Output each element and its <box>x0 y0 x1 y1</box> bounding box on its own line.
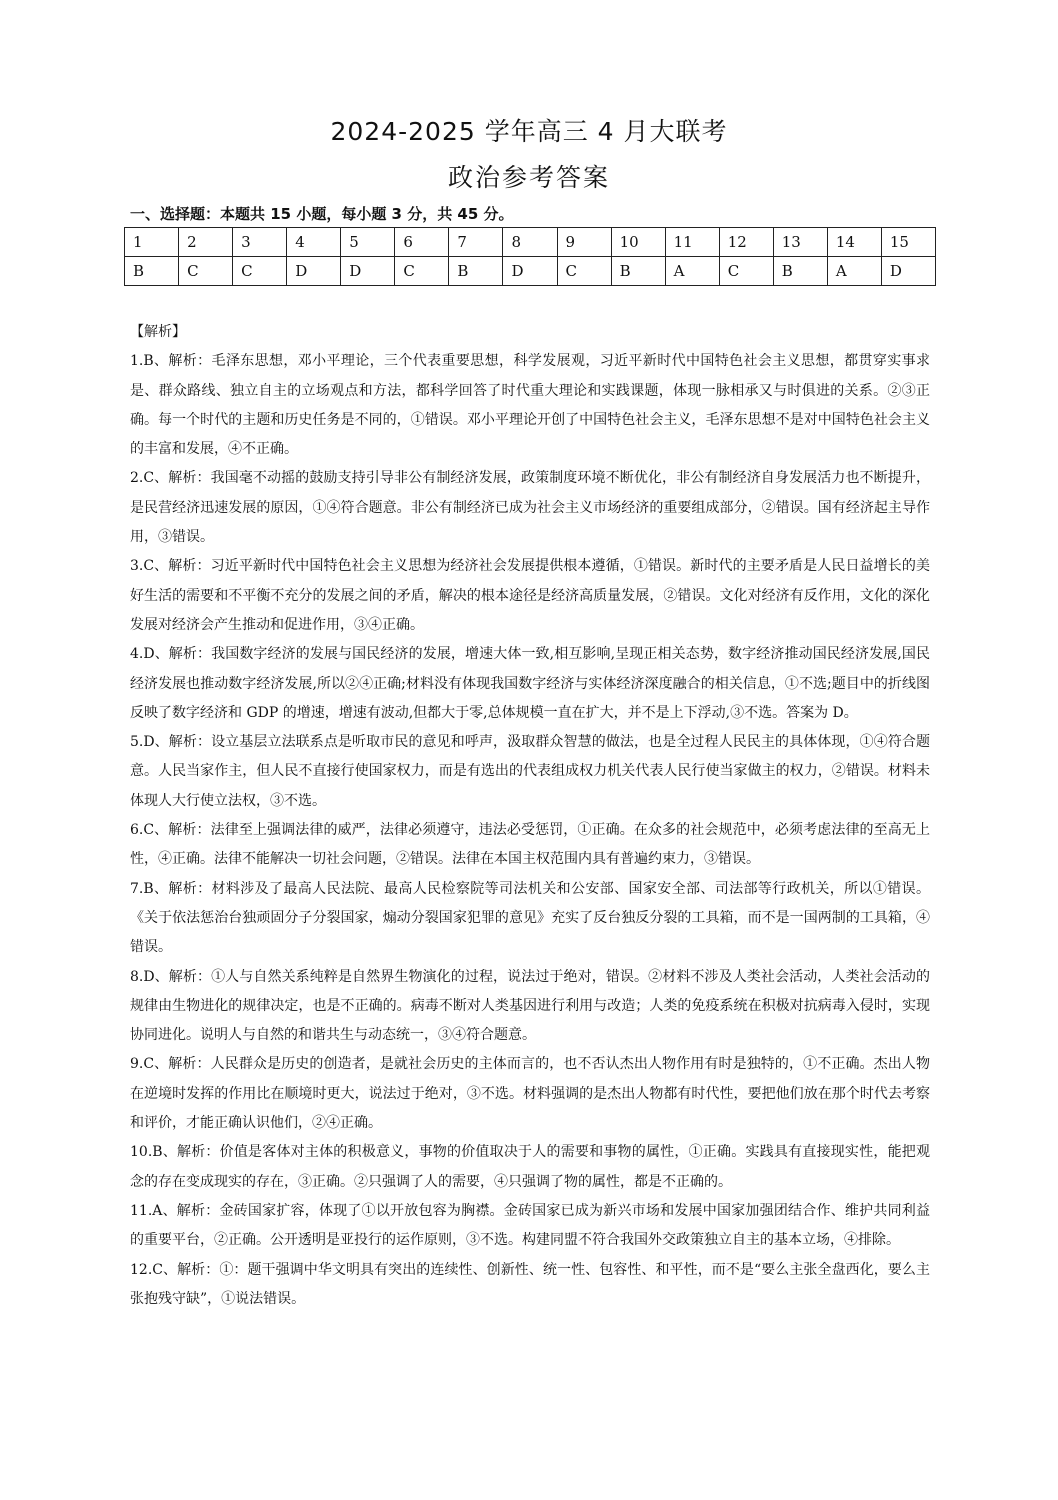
answer-cell: D <box>341 257 395 286</box>
document-title: 2024-2025 学年高三 4 月大联考 <box>330 117 728 146</box>
explanation-item: 9.C、解析：人民群众是历史的创造者，是就社会历史的主体而言的，也不否认杰出人物作用有时是独特的，①不正确。杰出人物在逆境时发挥的作用比在顺境时更大，说法过于绝对，③不选。材料强调的是杰出人物都有时代性，要把他们放在那个时代去考察和评价，才能正确认识他们，②④正确。 <box>130 1056 930 1132</box>
question-number: 10 <box>611 228 665 257</box>
answer-cell: B <box>611 257 665 286</box>
explanation-item: 3.C、解析：习近平新时代中国特色社会主义思想为经济社会发展提供根本遵循，①错误。新时代的主要矛盾是人民日益增长的美好生活的需要和不平衡不充分的发展之间的矛盾，解决的根本途径是经济高质量发展，②错误。文化对经济有反作用，文化的深化发展对经济会产生推动和促进作用，③④正确。 <box>130 558 930 633</box>
answer-cell: C <box>557 257 611 286</box>
explanation-item: 4.D、解析：我国数字经济的发展与国民经济的发展，增速大体一致,相互影响,呈现正相关态势，数字经济推动国民经济发展,国民经济发展也推动数字经济发展,所以②④正确;材料没有体现我国数字经济与实体经济深度融合的相关信息，①不选;题目中的折线图反映了数字经济和 GDP 的增速，增速有波动,但都大于零,总体规模一直在扩大，并不是上下浮动,③不选。答案为 D。 <box>130 646 930 721</box>
answer-cell: C <box>395 257 449 286</box>
explanation-item: 2.C、解析：我国毫不动摇的鼓励支持引导非公有制经济发展，政策制度环境不断优化，非公有制经济自身发展活力也不断提升，是民营经济迅速发展的原因，①④符合题意。非公有制经济已成为社会主义市场经济的重要组成部分，②错误。国有经济起主导作用，③错误。 <box>130 470 930 546</box>
document-subtitle: 政治参考答案 <box>447 163 610 192</box>
answer-cell: C <box>233 257 287 286</box>
question-number: 6 <box>395 228 449 257</box>
explanation-item: 12.C、解析：①：题干强调中华文明具有突出的连续性、创新性、统一性、包容性、和平性，而不是“要么主张全盘西化，要么主张抱残守缺”，①说法错误。 <box>130 1261 930 1307</box>
explanation-item: 10.B、解析：价值是客体对主体的积极意义，事物的价值取决于人的需要和事物的属性，①正确。实践具有直接现实性，能把观念的存在变成现实的存在，③正确。②只强调了人的需要，④只强调了物的属性，都是不正确的。 <box>130 1144 930 1190</box>
answer-cell: C <box>179 257 233 286</box>
answer-cell: D <box>287 257 341 286</box>
question-number: 14 <box>827 228 881 257</box>
question-number: 3 <box>233 228 287 257</box>
answer-row <box>125 257 936 286</box>
question-number: 4 <box>287 228 341 257</box>
question-number: 13 <box>773 228 827 257</box>
answer-cell: D <box>503 257 557 286</box>
answer-cell: C <box>719 257 773 286</box>
explanation-item: 7.B、解析：材料涉及了最高人民法院、最高人民检察院等司法机关和公安部、国家安全部、司法部等行政机关，所以①错误。《关于依法惩治台独顽固分子分裂国家，煽动分裂国家犯罪的意见》充实了反台独反分裂的工具箱，而不是一国两制的工具箱，④错误。 <box>130 880 930 956</box>
question-number: 12 <box>719 228 773 257</box>
answer-cell: A <box>665 257 719 286</box>
answer-cell: B <box>773 257 827 286</box>
explanation-item: 11.A、解析：金砖国家扩容，体现了①以开放包容为胸襟。金砖国家已成为新兴市场和发展中国家加强团结合作、维护共同利益的重要平台，②正确。公开透明是亚投行的运作原则，③不选。构建同盟不符合我国外交政策独立自主的基本立场，④排除。 <box>130 1202 930 1249</box>
explanation-item: 5.D、解析：设立基层立法联系点是听取市民的意见和呼声，汲取群众智慧的做法，也是全过程人民民主的具体体现，①④符合题意。人民当家作主，但人民不直接行使国家权力，而是有选出的代表组成权力机关代表人民行使当家做主的权力，②错误。材料未体现人大行使立法权，③不选。 <box>130 734 930 809</box>
explanation-item: 8.D、解析：①人与自然关系纯粹是自然界生物演化的过程，说法过于绝对，错误。②材料不涉及人类社会活动，人类社会活动的规律由生物进化的规律决定，也是不正确的。病毒不断对人类基因进行利用与改造；人类的免疫系统在积极对抗病毒入侵时，实现协同进化。说明人与自然的和谐共生与动态统一，③④符合题意。 <box>130 968 930 1044</box>
analysis-label: 【解析】 <box>130 324 186 340</box>
question-number: 8 <box>503 228 557 257</box>
explanation-item: 6.C、解析：法律至上强调法律的威严，法律必须遵守，违法必受惩罚，①正确。在众多的社会规范中，必须考虑法律的至高无上性，④正确。法律不能解决一切社会问题，②错误。法律在本国主权范围内具有普遍约束力，③错误。 <box>130 822 930 868</box>
question-number-row <box>125 228 936 257</box>
analysis-section <box>130 318 930 1314</box>
answer-table <box>124 227 936 286</box>
answer-cell: B <box>449 257 503 286</box>
question-number: 15 <box>881 228 935 257</box>
question-number: 2 <box>179 228 233 257</box>
explanation-item: 1.B、解析：毛泽东思想，邓小平理论，三个代表重要思想，科学发展观，习近平新时代中国特色社会主义思想，都贯穿实事求是、群众路线、独立自主的立场观点和方法，都科学回答了时代重大理论和实践课题，体现一脉相承又与时俱进的关系。②③正确。每一个时代的主题和历史任务是不同的，①错误。邓小平理论开创了中国特色社会主义，毛泽东思想不是对中国特色社会主义的丰富和发展，④不正确。 <box>130 353 930 458</box>
question-number: 7 <box>449 228 503 257</box>
answer-cell: B <box>125 257 179 286</box>
section-heading: 一、选择题：本题共 15 小题，每小题 3 分，共 45 分。 <box>130 205 514 223</box>
answer-cell: A <box>827 257 881 286</box>
answer-cell: D <box>881 257 935 286</box>
question-number: 5 <box>341 228 395 257</box>
question-number: 9 <box>557 228 611 257</box>
question-number: 11 <box>665 228 719 257</box>
question-number: 1 <box>125 228 179 257</box>
